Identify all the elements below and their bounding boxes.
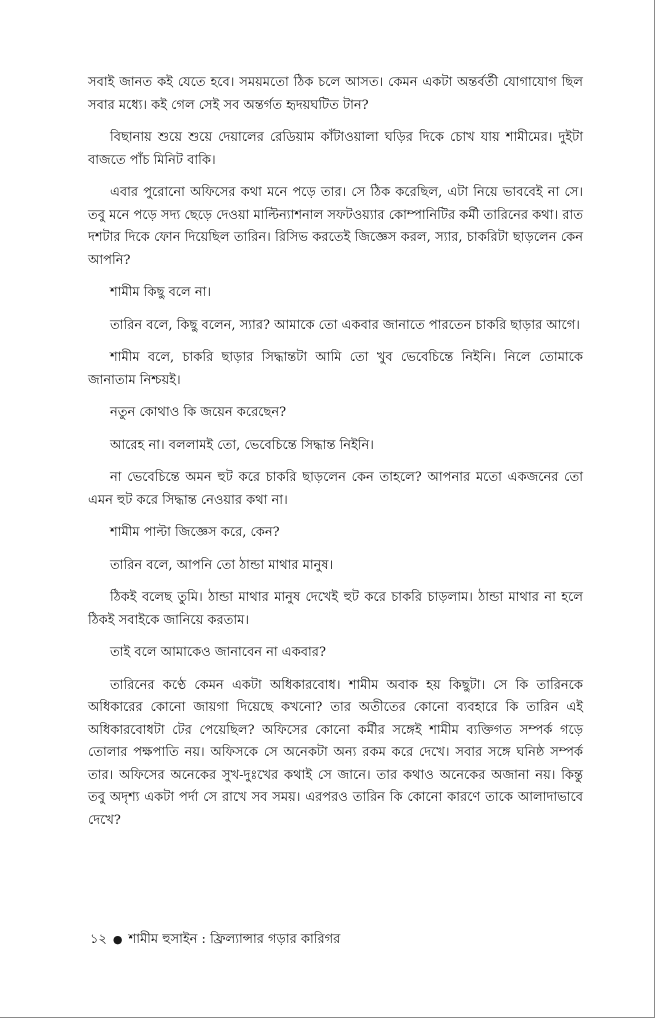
paragraph: শামীম বলে, চাকরি ছাড়ার সিদ্ধান্তটা আমি তো খুব ভেবেচিন্তে নিইনি। নিলে তোমাকে জানাতাম নিশ্চয়ই। [88, 350, 583, 388]
paragraph: শামীম পাল্টা জিজ্ঞেস করে, কেন? [110, 525, 280, 540]
paragraph: তারিনের কণ্ঠে কেমন একটা অধিকারবোধ। শামীম অবাক হয় কিছুটা। সে কি তারিনকে অধিকারের কোনো জায়গা দিয়েছে কখনো? তার অতীতের কোনো ব্যবহারে কি তারিন এই অধিকারবোধটা টের পেয়েছিল? অফিসের কোনো কর্মীর সঙ্গেই শামীম ব্যক্তিগত সম্পর্ক গড়ে তোলার পক্ষপাতি নয়। অফিসকে সে অনেকটা অন্য রকম করে দেখে। সবার সঙ্গে ঘনিষ্ঠ সম্পর্ক তার। অফিসের অনেকের সুখ-দুঃখের কথাই সে জানে। তার কথাও অনেকের অজানা নয়। কিন্তু তবু অদৃশ্য একটা পর্দা সে রাখে সব সময়। এরপরও তারিন কি কোনো কারণে তাকে আলাদাভাবে দেখে? [88, 677, 583, 828]
paragraph: ঠিকই বলেছ তুমি। ঠান্ডা মাথার মানুষ দেখেই হুট করে চাকরি চাড়লাম। ঠান্ডা মাথার না হলে ঠিকই সবাইকে জানিয়ে করতাম। [88, 590, 583, 628]
page-footer [90, 930, 570, 950]
paragraph: সবাই জানত কই যেতে হবে। সময়মতো ঠিক চলে আসত। কেমন একটা অন্তর্বর্তী যোগাযোগ ছিল সবার মধ্যে। কই গেল সেই সব অন্তর্গত হৃদয়ঘটিত টান? [88, 75, 583, 113]
paragraph: তাই বলে আমাকেও জানাবেন না একবার? [110, 645, 326, 660]
page-number: ১২ [90, 932, 107, 947]
paragraph: বিছানায় শুয়ে শুয়ে দেয়ালের রেডিয়াম কাঁটাওয়ালা ঘড়ির দিকে চোখ যায় শামীমের। দুইটা বাজতে পাঁচ মিনিট বাকি। [88, 130, 583, 168]
bullet-separator: ● [112, 933, 123, 946]
paragraph: তারিন বলে, কিছু বলেন, স্যার? আমাকে তো একবার জানাতে পারতেন চাকরি ছাড়ার আগে। [110, 317, 580, 333]
paragraph: না ভেবেচিন্তে অমন হুট করে চাকরি ছাড়লেন কেন তাহলে? আপনার মতো একজনের তো এমন হুট করে সিদ্ধান্ত নেওয়ার কথা না। [88, 470, 583, 508]
body-text [88, 72, 583, 842]
paragraph: এবার পুরোনো অফিসের কথা মনে পড়ে তার। সে ঠিক করেছিল, এটা নিয়ে ভাববেই না সে। তবু মনে পড়ে সদ্য ছেড়ে দেওয়া মাল্টিন্যাশনাল সফটওয়্যার কোম্পানিটির কর্মী তারিনের কথা। রাত দশটার দিকে ফোন দিয়েছিল তারিন। রিসিভ করতেই জিজ্ঞেস করল, স্যার, চাকরিটা ছাড়লেন কেন আপনি? [88, 185, 583, 268]
paragraph: শামীম কিছু বলে না। [110, 285, 212, 300]
paragraph: তারিন বলে, আপনি তো ঠান্ডা মাথার মানুষ। [110, 557, 334, 573]
paragraph: নতুন কোথাও কি জয়েন করেছেন? [110, 405, 287, 420]
paragraph: আরেহ না। বললামই তো, ভেবেচিন্তে সিদ্ধান্ত নিইনি। [110, 437, 374, 453]
running-title: শামীম হুসাইন : ফ্রিল্যান্সার গড়ার কারিগর [128, 932, 341, 947]
